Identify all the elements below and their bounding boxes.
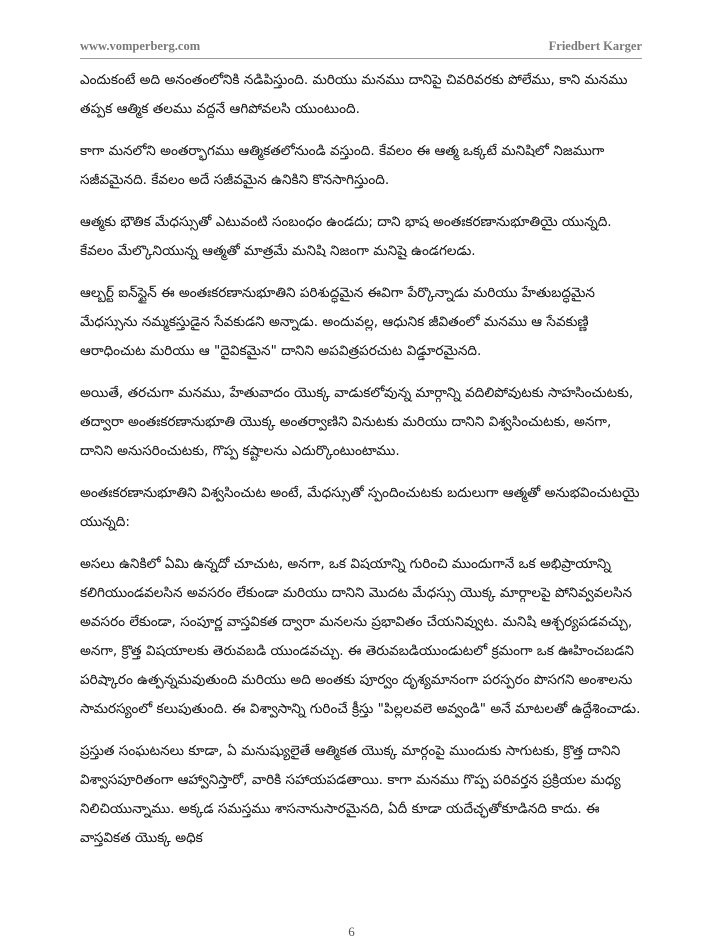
paragraph: కాగా మనలోని అంతర్భాగము ఆత్మికతలోనుండి వస్తుంది. కేవలం ఈ ఆత్మ ఒక్కటే మనిషిలో నిజముగా సజీవమైనది. కేవలం అదే సజీవమైన ఉనికిని కొనసాగిస్తుంది. (80, 143, 605, 188)
header-website[interactable]: www.vomperberg.com (80, 39, 201, 53)
page-header (80, 36, 642, 59)
paragraph: అసలు ఉనికిలో ఏమి ఉన్నదో చూచుట, అనగా, ఒక విషయాన్ని గురించి ముందుగానే ఒక అభిప్రాయాన్ని కలిగియుండవలసిన అవసరం లేకుండా మరియు దానిని మొదట మేధస్సు యొక్క మార్గాలపై పోనివ్వవలసిన అవసరం లేకుండా, సంపూర్ణ వాస్తవికత ద్వారా మనలను ప్రభావితం చేయనివ్వుట. మనిషి ఆశ్చర్యపడవచ్చు, అనగా, క్రొత్త విషయాలకు తెరువబడి యుండవచ్చు. ఈ తెరువబడియుండుటలో క్రమంగా ఒక ఊహించబడని పరిష్కారం ఉత్పన్నమవుతుంది మరియు అది అంతకు పూర్వం దృశ్యమానంగా పరస్పరం పొసగని అంశాలను సామరస్యంలో కలుపుతుంది. ఈ విశ్వాసాన్ని గురించే క్రీస్తు "పిల్లలవలె అవ్వండి" అనే మాటలతో ఉద్దేశించాడు. (80, 556, 641, 717)
paragraph: అంతఃకరణానుభూతిని విశ్వసించుట అంటే, మేధస్సుతో స్పందించుటకు బదులుగా ఆత్మతో అనుభవించుటయై యున్నది: (80, 485, 640, 530)
paragraph: ఎందుకంటే అది అనంతంలోనికి నడిపిస్తుంది. మరియు మనము దానిపై చివరివరకు పోలేము, కాని మనము తప్పక ఆత్మిక తలము వద్దనే ఆగిపోవలసి యుంటుంది. (80, 72, 628, 117)
body-text (80, 66, 648, 866)
paragraph: ఆత్మకు భౌతిక మేధస్సుతో ఎటువంటి సంబంధం ఉండదు; దాని భాష అంతఃకరణానుభూతియై యున్నది. కేవలం మేల్కొనియున్న ఆత్మతో మాత్రమే మనిషి నిజంగా మనిషై ఉండగలడు. (80, 214, 612, 259)
paragraph: ఆల్బర్ట్ ఐన్‌స్టైన్ ఈ అంతఃకరణానుభూతిని పరిశుద్ధమైన ఈవిగా పేర్కొన్నాడు మరియు హేతుబద్ధమైన మేధస్సును నమ్మకస్తుడైన సేవకుడని అన్నాడు. అందువల్ల, ఆధునిక జీవితంలో మనము ఆ సేవకుణ్ణి ఆరాధించుట మరియు ఆ "దైవికమైన" దానిని అపవిత్రపరచుట విడ్డూరమైనది. (80, 285, 595, 359)
paragraph: అయితే, తరచుగా మనము, హేతువాదం యొక్క వాడుకలోవున్న మార్గాన్ని వదిలిపోవుటకు సాహసించుటకు, తద్వారా అంతఃకరణానుభూతి యొక్క అంతర్వాణిని వినుటకు మరియు దానిని విశ్వసించుటకు, అనగా, దానిని అనుసరించుటకు, గొప్ప కష్టాలను ఎదుర్కొంటుంటాము. (80, 385, 634, 459)
page-number: 6 (348, 924, 355, 939)
header-author: Friedbert Karger (548, 39, 642, 53)
paragraph: ప్రస్తుత సంఘటనలు కూడా, ఏ మనుష్యులైతే ఆత్మికత యొక్క మార్గంపై ముందుకు సాగుటకు, క్రొత్త దానిని విశ్వాసపూరితంగా ఆహ్వానిస్తారో, వారికి సహాయపడతాయి. కాగా మనము గొప్ప పరివర్తన ప్రక్రియల మధ్య నిలిచియున్నాము. అక్కడ సమస్తము శాసనానుసారమైనది, ఏదీ కూడా యదేచ్ఛతోకూడినది కాదు. ఈ వాస్తవికత యొక్క అధిక (80, 743, 621, 846)
